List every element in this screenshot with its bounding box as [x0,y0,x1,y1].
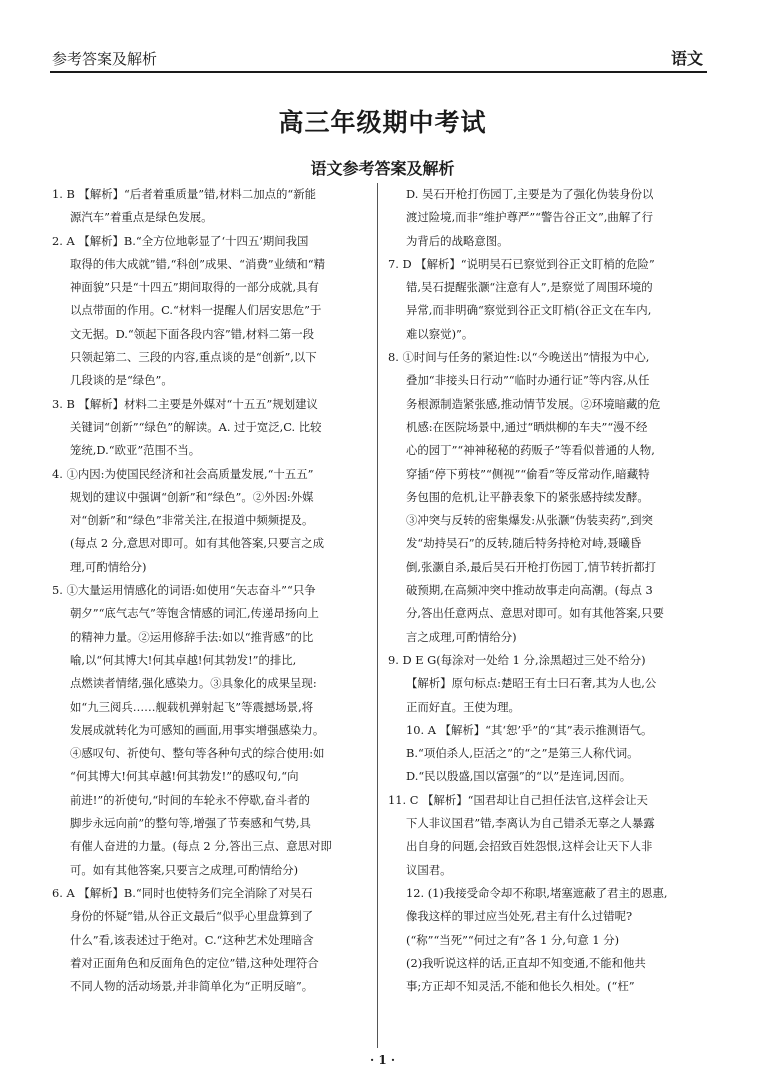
text-line: D.“民以殷盛,国以富强”的“以”是连词,因而。 [406,769,632,784]
text-line: 心的园丁”“神神秘秘的药贩子”等看似普通的人物, [406,443,655,458]
text-line: 4. ①内因:为使国民经济和社会高质量发展,“十五五” [52,466,314,481]
text-line: ④感叹句、祈使句、整句等各种句式的综合使用:如 [70,746,325,761]
text-line: (2)我听说这样的话,正直却不知变通,不能和他共 [406,955,646,970]
text-line: 发展成就转化为可感知的画面,用事实增强感染力。 [70,722,325,737]
column-divider [377,183,378,1048]
text-line: 点燃读者情绪,强化感染力。③具象化的成果呈现: [70,676,317,691]
text-line: “何其博大!何其卓越!何其勃发!”的感叹句,“向 [70,769,299,784]
page-subtitle: 语文参考答案及解析 [310,159,455,178]
text-line: 1. B 【解析】“后者着重质量”错,材料二加点的“新能 [52,187,316,201]
text-line: 言之成理,可酌情给分) [406,629,517,644]
text-line: 喻,以“何其博大!何其卓越!何其勃发!”的排比, [70,652,297,667]
text-line: B.“项伯杀人,臣活之”的“之”是第三人称代词。 [406,746,639,761]
text-line: 身份的怀疑”错,从谷正文最后“似乎心里盘算到了 [70,909,314,924]
text-line: 取得的伟大成就”错,“科创”成果、“消费”业绩和“精 [70,256,325,271]
text-line: 异常,而非明确“察觉到谷正文盯梢(谷正文在车内, [406,303,652,318]
text-line: 6. A 【解析】B.“同时也使特务们完全消除了对吴石 [52,885,313,900]
text-line: 源汽车”着重点是绿色发展。 [70,210,213,225]
text-line: 破预期,在高频冲突中推动故事走向高潮。(每点 3 [406,583,653,598]
text-line: (“称”“当死”“何过之有”各 1 分,句意 1 分) [406,932,620,947]
text-line: 以点带面的作用。C.“材料一提醒人们居安思危”于 [70,303,322,318]
text-line: 难以察觉)”。 [406,326,474,341]
left-column [52,183,374,998]
text-line: D. 吴石开枪打伤园丁,主要是为了强化伪装身份以 [406,187,654,201]
text-line: 文无据。D.“领起下面各段内容”错,材料二第一段 [70,326,315,341]
text-line: 正而好直。王使为理。 [406,699,520,714]
text-line: 什么”看,该表述过于绝对。C.“这种艺术处理暗含 [70,932,314,947]
text-line: 不同人物的活动场景,并非简单化为“正明反暗”。 [70,979,314,994]
text-line: 9. D E G(每涂对一处给 1 分,涂黑超过三处不给分) [388,652,646,667]
text-line: 脚步永远向前”的整句等,增强了节奏感和气势,具 [70,816,311,831]
text-line: 穿插“停下剪枝”“侧视”“偷看”等反常动作,暗藏特 [406,466,650,481]
text-line: 2. A 【解析】B.“全方位地彰显了‘十四五’期间我国 [52,233,309,248]
text-line: 倒,张灏自杀,最后吴石开枪打伤园丁,情节转折都打 [406,559,657,574]
text-line: 像我这样的罪过应当处死,君主有什么过错呢? [406,909,633,924]
text-line: 7. D 【解析】“说明吴石已察觉到谷正文盯梢的危险” [388,256,655,271]
text-line: 出自身的问题,会招致百姓怨恨,这样会让天下人非 [406,839,653,854]
text-line: 关键词“创新”“绿色”的解读。A. 过于宽泛,C. 比较 [70,419,322,434]
text-line: 务根源制造紧张感,推动情节发展。②环境暗藏的危 [406,396,661,411]
text-line: 对“创新”和“绿色”非常关注,在报道中频频提及。 [70,513,314,528]
page-number: · 1 · [369,1053,396,1067]
text-line: 【解析】原句标点:楚昭王有士曰石奢,其为人也,公 [406,676,657,691]
text-line: 只领起第二、三段的内容,重点谈的是“创新”,以下 [70,350,317,365]
text-line: 的精神力量。②运用修辞手法:如以“推背感”的比 [70,629,314,644]
header-doc-label: 参考答案及解析 [52,50,158,68]
text-line: 事;方正却不知灵活,不能和他长久相处。(“枉” [406,979,635,994]
text-line: 为背后的战略意图。 [406,233,509,248]
text-line: 10. A 【解析】“其‘恕’乎”的“其”表示推测语气。 [406,722,653,737]
text-line: 错,吴石提醒张灏“注意有人”,是察觉了周围环境的 [406,280,653,295]
text-line: 务包围的危机,让平静表象下的紧张感持续发酵。 [406,489,649,504]
text-line: 规划的建议中强调“创新”和“绿色”。②外因:外媒 [70,489,314,504]
text-line: 前进!”的祈使句,“时间的车轮永不停歇,奋斗者的 [70,792,310,807]
text-line: ③冲突与反转的密集爆发:从张灏“伪装卖药”,到突 [406,513,653,528]
header-subject: 语文 [670,49,703,68]
text-line: 3. B 【解析】材料二主要是外媒对“十五五”规划建议 [52,396,318,411]
text-line: 有催人奋进的力量。(每点 2 分,答出三点、意思对即 [70,839,332,854]
text-line: 下人非议国君”错,李离认为自己错杀无辜之人暴露 [406,816,655,831]
text-line: 议国君。 [406,862,452,877]
text-line: (每点 2 分,意思对即可。如有其他答案,只要言之成 [70,536,324,551]
text-line: 分,答出任意两点、意思对即可。如有其他答案,只要 [406,606,664,621]
text-line: 发“劫持吴石”的反转,随后特务持枪对峙,聂曦昏 [406,536,642,551]
text-line: 5. ①大量运用情感化的词语:如使用“矢志奋斗”“只争 [52,583,316,598]
text-line: 神面貌”只是“十四五”期间取得的一部分成就,具有 [70,280,319,295]
text-line: 如“九三阅兵……舰载机弹射起飞”等震撼场景,将 [70,699,314,714]
text-line: 叠加“非接头日行动”“临时办通行证”等内容,从任 [406,373,650,388]
text-line: 机感:在医院场景中,通过“晒烘柳的车夫”“漫不经 [406,419,648,434]
text-line: 理,可酌情给分) [70,559,147,574]
text-line: 8. ①时间与任务的紧迫性:以“今晚送出”情报为中心, [388,350,650,365]
page-title: 高三年级期中考试 [278,108,487,137]
header-divider [50,71,707,73]
text-line: 12. (1)我接受命令却不称职,堵塞遮蔽了君主的恩惠, [406,885,668,900]
text-line: 可。如有其他答案,只要言之成理,可酌情给分) [70,862,299,877]
text-line: 几段谈的是“绿色”。 [70,373,173,388]
text-line: 渡过险境,而非“维护尊严”“警告谷正文”,曲解了行 [406,210,653,225]
right-column [388,183,710,998]
text-line: 笼统,D.“欧亚”范围不当。 [70,443,201,458]
text-line: 11. C 【解析】“国君却让自己担任法官,这样会让天 [388,792,648,807]
text-line: 着对正面角色和反面角色的定位”错,这种处理符合 [70,955,319,970]
text-line: 朝夕”“底气志气”等饱含情感的词汇,传递昂扬向上 [70,606,319,621]
